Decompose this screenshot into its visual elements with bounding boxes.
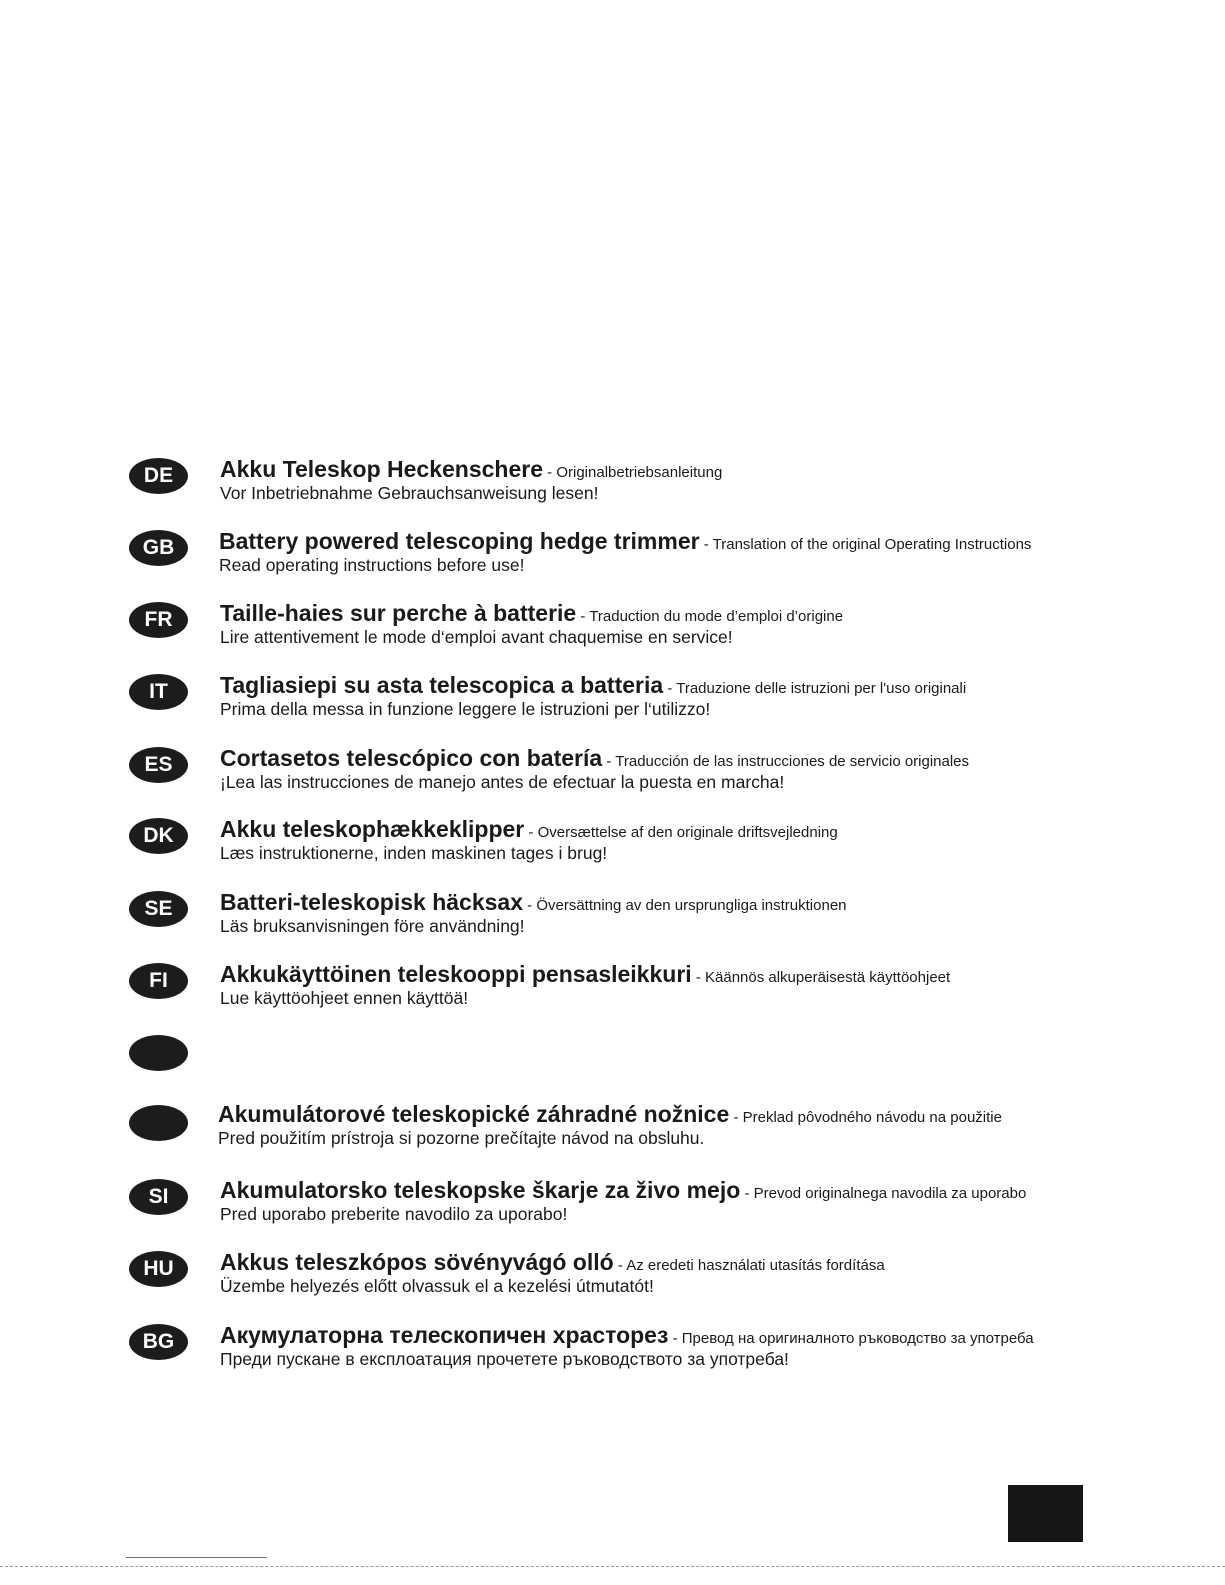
entry-instruction: Lire attentivement le mode d‘emploi avant chaquemise en service! (220, 627, 733, 647)
language-badge: DE (129, 458, 188, 494)
language-badge: SI (129, 1179, 188, 1215)
entry-title: Tagliasiepi su asta telescopica a batteria (220, 672, 664, 698)
entry-text (220, 745, 969, 793)
language-badge: FR (129, 602, 188, 638)
entry-subtitle: - Prevod originalnega navodila za uporabo (740, 1185, 1027, 1202)
entry-instruction: Prima della messa in funzione leggere le istruzioni per l‘utilizzo! (220, 699, 711, 719)
language-entry-bg (0, 1322, 1225, 1382)
entry-instruction: Üzembe helyezés előtt olvassuk el a kezelési útmutatót! (220, 1276, 654, 1296)
entry-title: Акумулаторна телескопичен храсторез (220, 1322, 669, 1348)
entry-title: Akku teleskophækkeklipper (220, 816, 525, 842)
entry-instruction: Lue käyttöohjeet ennen käyttöä! (220, 988, 469, 1008)
entry-subtitle: - Originalbetriebsanleitung (543, 464, 723, 481)
language-badge: HU (129, 1251, 188, 1287)
language-badge: FI (129, 963, 188, 999)
entry-title: Akumulátorové teleskopické záhradné nožnice (218, 1101, 730, 1127)
entry-text (220, 816, 838, 864)
language-entry-de (0, 456, 1225, 516)
entry-instruction: ¡Lea las instrucciones de manejo antes de efectuar la puesta en marcha! (220, 772, 785, 792)
language-entry-es (0, 745, 1225, 805)
language-entry-it (0, 672, 1225, 732)
entry-text (220, 961, 950, 1009)
entry-title: Akumulatorsko teleskopske škarje za živo mejo (220, 1177, 741, 1203)
entry-title: Cortasetos telescópico con batería (220, 745, 603, 771)
language-entry-gb (0, 528, 1225, 588)
entry-subtitle: - Käännös alkuperäisestä käyttöohjeet (691, 969, 951, 986)
entry-title: Akkukäyttöinen teleskooppi pensasleikkuri (220, 961, 692, 987)
entry-subtitle: - Traducción de las instrucciones de servicio originales (602, 753, 970, 770)
language-entry-hu (0, 1249, 1225, 1309)
entry-instruction: Läs bruksanvisningen före användning! (220, 916, 525, 936)
entry-subtitle: - Preklad pôvodného návodu na použitie (729, 1109, 1002, 1126)
entry-text (220, 600, 843, 648)
entry-title: Battery powered telescoping hedge trimmer (219, 528, 700, 554)
language-entry-fi (0, 961, 1225, 1021)
language-badge: SE (129, 891, 188, 927)
language-badge (129, 1105, 188, 1141)
language-badge: ES (129, 747, 188, 783)
footer-divider (0, 1566, 1225, 1567)
entry-text (219, 528, 1031, 576)
entry-text (220, 456, 722, 504)
entry-subtitle: - Translation of the original Operating Instructions (699, 536, 1032, 553)
language-entry-blank (0, 1033, 1225, 1093)
entry-instruction: Pred použitím prístroja si pozorne prečítajte návod na obsluhu. (218, 1128, 705, 1148)
entry-subtitle: - Oversættelse af den originale driftsvejledning (524, 824, 838, 841)
entry-title: Batteri-teleskopisk häcksax (220, 889, 523, 915)
entry-subtitle: - Översättning av den ursprungliga instruktionen (523, 897, 847, 914)
entry-subtitle: - Превод на оригиналното ръководство за употреба (668, 1330, 1034, 1347)
language-entry-dk (0, 816, 1225, 876)
language-entry-sk (0, 1101, 1225, 1164)
entry-instruction: Vor Inbetriebnahme Gebrauchsanweisung lesen! (220, 483, 599, 503)
language-entry-se (0, 889, 1225, 949)
entry-instruction: Read operating instructions before use! (219, 555, 525, 575)
entry-subtitle: - Traduction du mode d’emploi d’origine (576, 608, 844, 625)
language-entry-fr (0, 600, 1225, 660)
entry-subtitle: - Traduzione delle istruzioni per l'uso originali (663, 680, 967, 697)
entry-instruction: Преди пускане в експлоатация прочетете ръководството за употреба! (220, 1349, 789, 1369)
page-number-box (1008, 1485, 1083, 1542)
entry-title: Taille-haies sur perche à batterie (220, 600, 577, 626)
entry-title: Akku Teleskop Heckenschere (220, 456, 544, 482)
entry-instruction: Pred uporabo preberite navodilo za uporabo! (220, 1204, 568, 1224)
entry-text (220, 672, 966, 720)
entry-title: Akkus teleszkópos sövényvágó olló (220, 1249, 614, 1275)
entry-text (220, 1177, 1026, 1225)
language-badge: IT (129, 674, 188, 710)
footer-underline (126, 1557, 267, 1558)
entry-text (220, 889, 847, 937)
language-badge: GB (129, 530, 188, 566)
entry-subtitle: - Az eredeti használati utasítás fordítása (613, 1257, 885, 1274)
entry-text (220, 1322, 1034, 1370)
language-badge: BG (129, 1324, 188, 1360)
language-entry-si (0, 1177, 1225, 1237)
language-badge (129, 1035, 188, 1071)
entry-text (220, 1249, 885, 1297)
entry-text (218, 1101, 1002, 1149)
entry-instruction: Læs instruktionerne, inden maskinen tages i brug! (220, 843, 608, 863)
language-badge: DK (129, 818, 188, 854)
